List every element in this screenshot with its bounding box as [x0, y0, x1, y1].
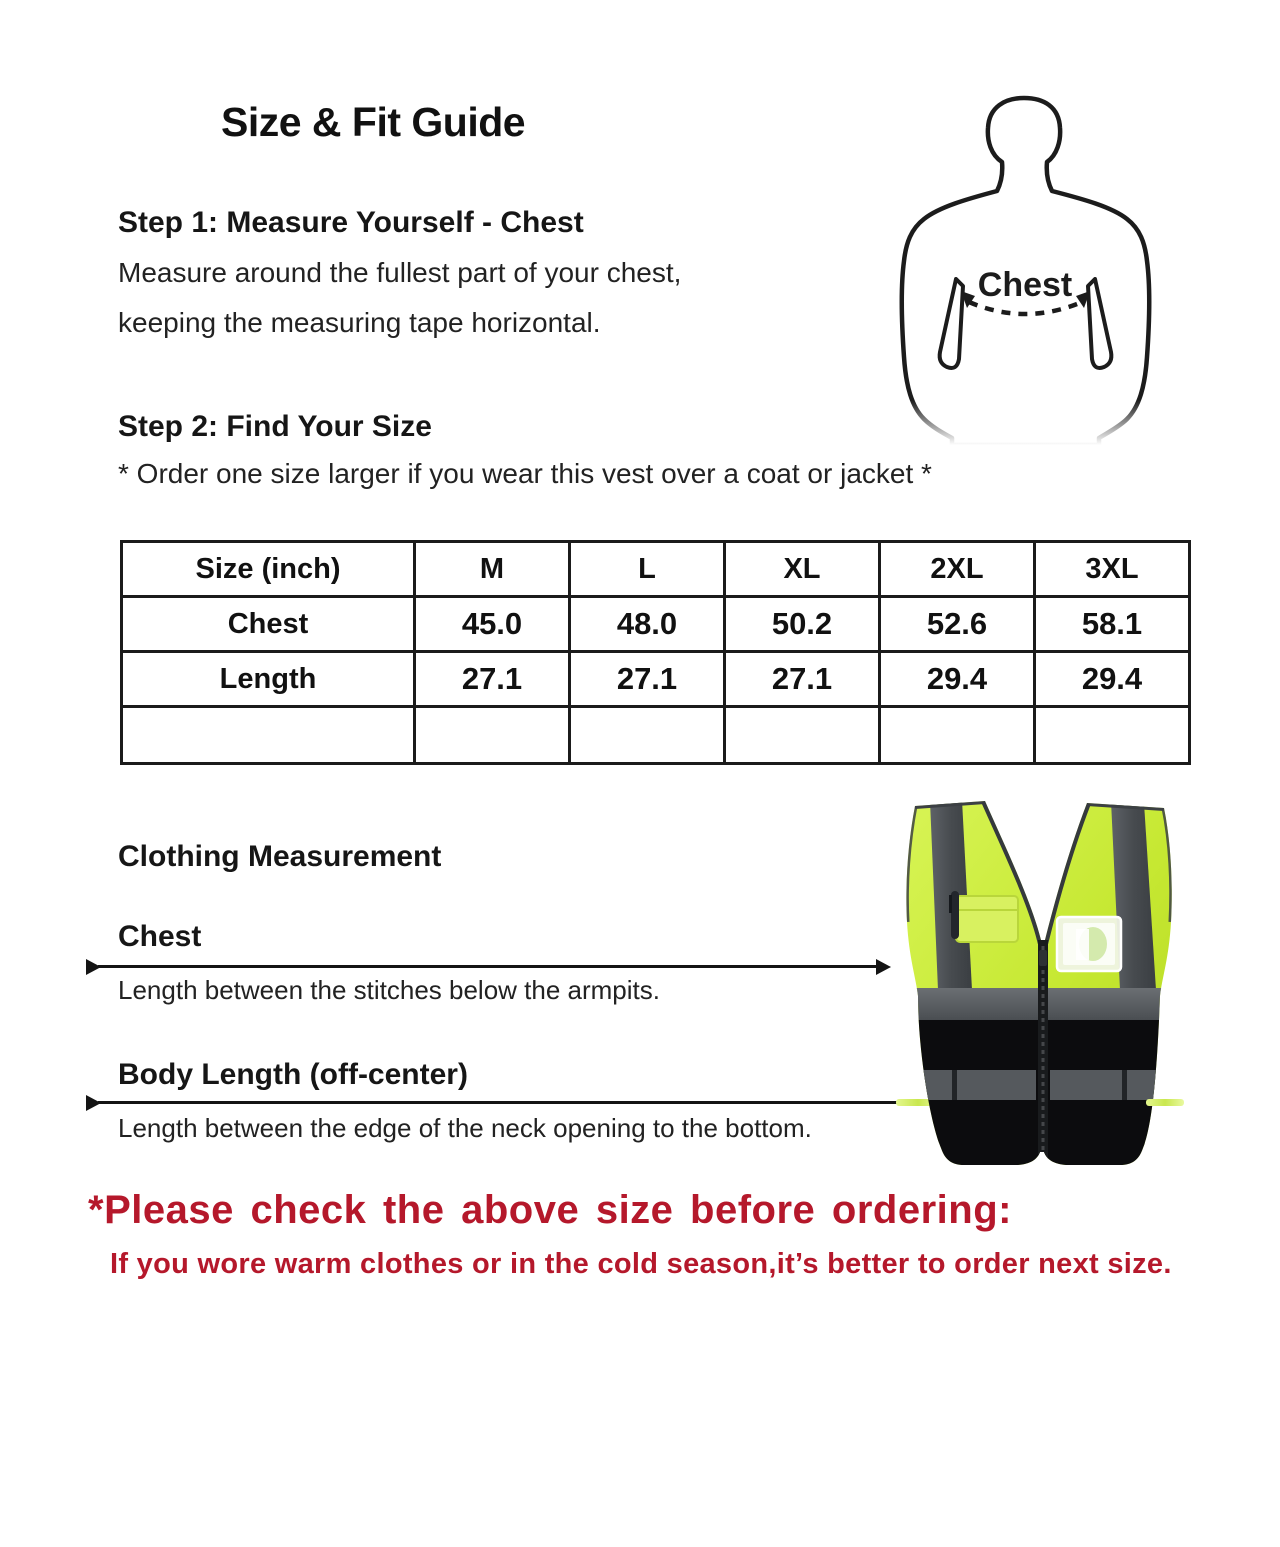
- body-length-measure-arrow: [98, 1101, 940, 1104]
- table-cell: M: [415, 542, 570, 597]
- table-cell: [880, 707, 1035, 764]
- chest-measure-label: Chest: [118, 920, 202, 953]
- zipper-pull: [1039, 950, 1047, 966]
- warning-note: If you wore warm clothes or in the cold season,it’s better to order next size.: [110, 1248, 1172, 1280]
- step1-line1: Measure around the fullest part of your chest,: [118, 257, 682, 288]
- chest-arrow-end-icon: [876, 959, 891, 975]
- table-cell: [1035, 707, 1190, 764]
- figure-fade: [893, 400, 1158, 445]
- table-cell: 45.0: [415, 597, 570, 652]
- pen: [951, 891, 959, 939]
- table-cell: 27.1: [725, 652, 880, 707]
- size-table-length-row: [122, 652, 1190, 707]
- table-cell: 48.0: [570, 597, 725, 652]
- size-table: [120, 540, 1191, 765]
- table-cell: 52.6: [880, 597, 1035, 652]
- step2-note: * Order one size larger if you wear this vest over a coat or jacket *: [118, 458, 932, 489]
- table-cell: 27.1: [415, 652, 570, 707]
- highlight-segment-right: [1146, 1099, 1184, 1106]
- safety-vest-image: [890, 792, 1180, 1170]
- strap-seam: [952, 1070, 957, 1100]
- warning-heading: *Please check the above size before ordering:: [88, 1188, 1012, 1232]
- table-cell: XL: [725, 542, 880, 597]
- vest-waist-reflective-band: [890, 988, 1180, 1020]
- body-length-desc: Length between the edge of the neck opening to the bottom.: [118, 1113, 812, 1143]
- step2-heading: Step 2: Find Your Size: [118, 410, 432, 443]
- body-outline-figure: [893, 95, 1158, 445]
- step1-heading: Step 1: Measure Yourself - Chest: [118, 206, 584, 239]
- table-cell: [570, 707, 725, 764]
- size-table-empty-row: [122, 707, 1190, 764]
- table-cell: [122, 707, 415, 764]
- figure-chest-label: Chest: [977, 266, 1073, 304]
- page-title: Size & Fit Guide: [221, 99, 526, 145]
- table-cell: 58.1: [1035, 597, 1190, 652]
- clothing-measurement-heading: Clothing Measurement: [118, 840, 442, 873]
- table-cell: L: [570, 542, 725, 597]
- table-cell: [415, 707, 570, 764]
- strap-seam: [1122, 1070, 1127, 1100]
- id-card-highlight: [1076, 929, 1089, 960]
- vest-lower-reflective-stripe: [890, 1070, 1180, 1100]
- table-cell: 50.2: [725, 597, 880, 652]
- pen-pocket: [956, 896, 1018, 942]
- table-cell: [725, 707, 880, 764]
- table-cell: 29.4: [1035, 652, 1190, 707]
- table-cell: 3XL: [1035, 542, 1190, 597]
- size-table-chest-row: [122, 597, 1190, 652]
- size-table-header-row: [122, 542, 1190, 597]
- step1-line2: keeping the measuring tape horizontal.: [118, 307, 601, 338]
- table-cell: Chest: [122, 597, 415, 652]
- pen-clip: [949, 895, 952, 913]
- body-length-label: Body Length (off-center): [118, 1058, 468, 1091]
- table-cell: Length: [122, 652, 415, 707]
- table-cell: 29.4: [880, 652, 1035, 707]
- chest-measure-desc: Length between the stitches below the armpits.: [118, 975, 660, 1005]
- chest-measure-arrow: [98, 965, 878, 968]
- table-cell: 27.1: [570, 652, 725, 707]
- table-cell: 2XL: [880, 542, 1035, 597]
- table-cell: Size (inch): [122, 542, 415, 597]
